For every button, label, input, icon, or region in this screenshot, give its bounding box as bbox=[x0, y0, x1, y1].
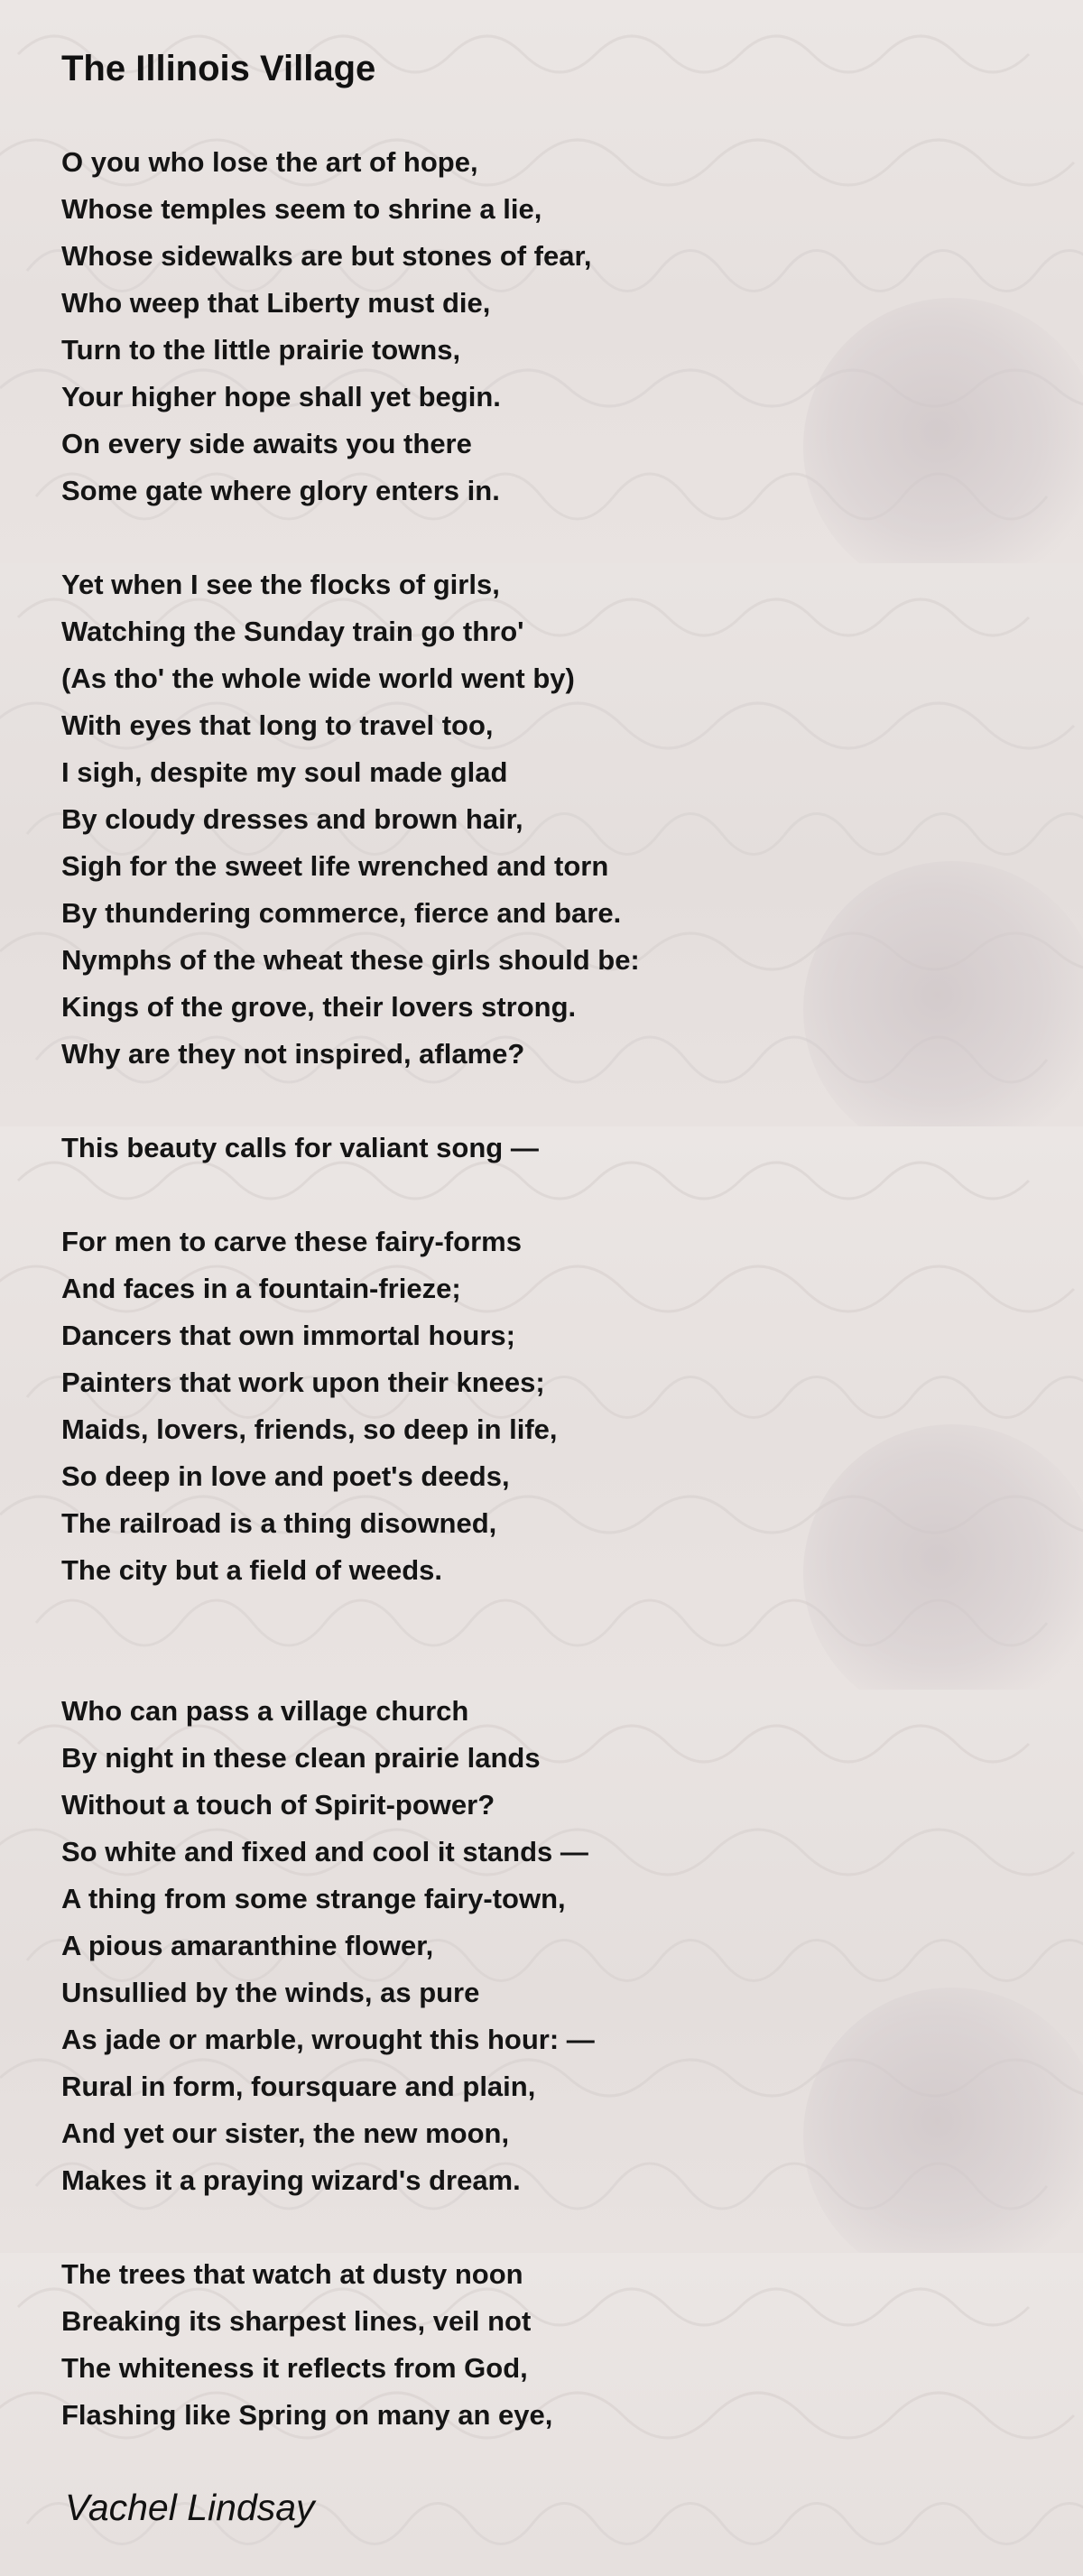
poem-line: O you who lose the art of hope, bbox=[61, 146, 478, 178]
poem-line: And yet our sister, the new moon, bbox=[61, 2117, 510, 2149]
poem-line: Nymphs of the wheat these girls should be: bbox=[61, 944, 640, 976]
poem-line: Without a touch of Spirit-power? bbox=[61, 1789, 495, 1821]
poem-line: The city but a field of weeds. bbox=[61, 1554, 443, 1586]
poem-line: On every side awaits you there bbox=[61, 428, 472, 459]
poem-line: This beauty calls for valiant song — bbox=[61, 1132, 539, 1163]
poem-line: Dancers that own immortal hours; bbox=[61, 1320, 515, 1351]
poem-line: Whose temples seem to shrine a lie, bbox=[61, 193, 542, 225]
poem-line: Who weep that Liberty must die, bbox=[61, 287, 491, 319]
poem-line: Breaking its sharpest lines, veil not bbox=[61, 2305, 532, 2337]
poem-line: A thing from some strange fairy-town, bbox=[61, 1883, 566, 1914]
stanza-break bbox=[61, 2204, 1018, 2251]
stanza-break bbox=[61, 1078, 1018, 1125]
poem-author: Vachel Lindsay bbox=[65, 2487, 315, 2528]
poem-line: Kings of the grove, their lovers strong. bbox=[61, 991, 577, 1023]
poem-line: The trees that watch at dusty noon bbox=[61, 2258, 523, 2290]
poem-line: The whiteness it reflects from God, bbox=[61, 2352, 528, 2384]
poem-line: Turn to the little prairie towns, bbox=[61, 334, 461, 366]
poem-body bbox=[61, 139, 1018, 2439]
poem-line: Unsullied by the winds, as pure bbox=[61, 1977, 480, 2008]
stanza-break bbox=[61, 1594, 1018, 1641]
poem-line: Watching the Sunday train go thro' bbox=[61, 616, 524, 647]
poem-line: So deep in love and poet's deeds, bbox=[61, 1460, 510, 1492]
poem-line: Yet when I see the flocks of girls, bbox=[61, 569, 500, 600]
stanza-break bbox=[61, 1641, 1018, 1688]
poem-line: For men to carve these fairy-forms bbox=[61, 1226, 522, 1257]
poem-line: By cloudy dresses and brown hair, bbox=[61, 803, 523, 835]
poem-line: The railroad is a thing disowned, bbox=[61, 1507, 497, 1539]
poem-line: And faces in a fountain-frieze; bbox=[61, 1273, 461, 1304]
poem-line: As jade or marble, wrought this hour: — bbox=[61, 2024, 595, 2055]
poem-line: Why are they not inspired, aflame? bbox=[61, 1038, 525, 1070]
poem-line: Flashing like Spring on many an eye, bbox=[61, 2399, 553, 2431]
poem-line: Rural in form, foursquare and plain, bbox=[61, 2071, 536, 2102]
poem-line: Some gate where glory enters in. bbox=[61, 475, 500, 506]
poem-line: Sigh for the sweet life wrenched and torn bbox=[61, 850, 609, 882]
stanza-break bbox=[61, 514, 1018, 561]
poem-line: Makes it a praying wizard's dream. bbox=[61, 2164, 521, 2196]
poem-line: I sigh, despite my soul made glad bbox=[61, 756, 508, 788]
poem-line: Who can pass a village church bbox=[61, 1695, 469, 1727]
poem-line: By night in these clean prairie lands bbox=[61, 1742, 541, 1774]
poem-line: Painters that work upon their knees; bbox=[61, 1367, 545, 1398]
stanza-break bbox=[61, 1172, 1018, 1219]
poem-line: So white and fixed and cool it stands — bbox=[61, 1836, 588, 1867]
poem-line: Whose sidewalks are but stones of fear, bbox=[61, 240, 592, 272]
poem-line: Maids, lovers, friends, so deep in life, bbox=[61, 1413, 558, 1445]
poem-line: With eyes that long to travel too, bbox=[61, 709, 494, 741]
poem-title: The Illinois Village bbox=[61, 49, 376, 88]
poem-line: Your higher hope shall yet begin. bbox=[61, 381, 501, 412]
poem-line: A pious amaranthine flower, bbox=[61, 1930, 434, 1961]
poem-line: (As tho' the whole wide world went by) bbox=[61, 663, 575, 694]
poem-line: By thundering commerce, fierce and bare. bbox=[61, 897, 622, 929]
